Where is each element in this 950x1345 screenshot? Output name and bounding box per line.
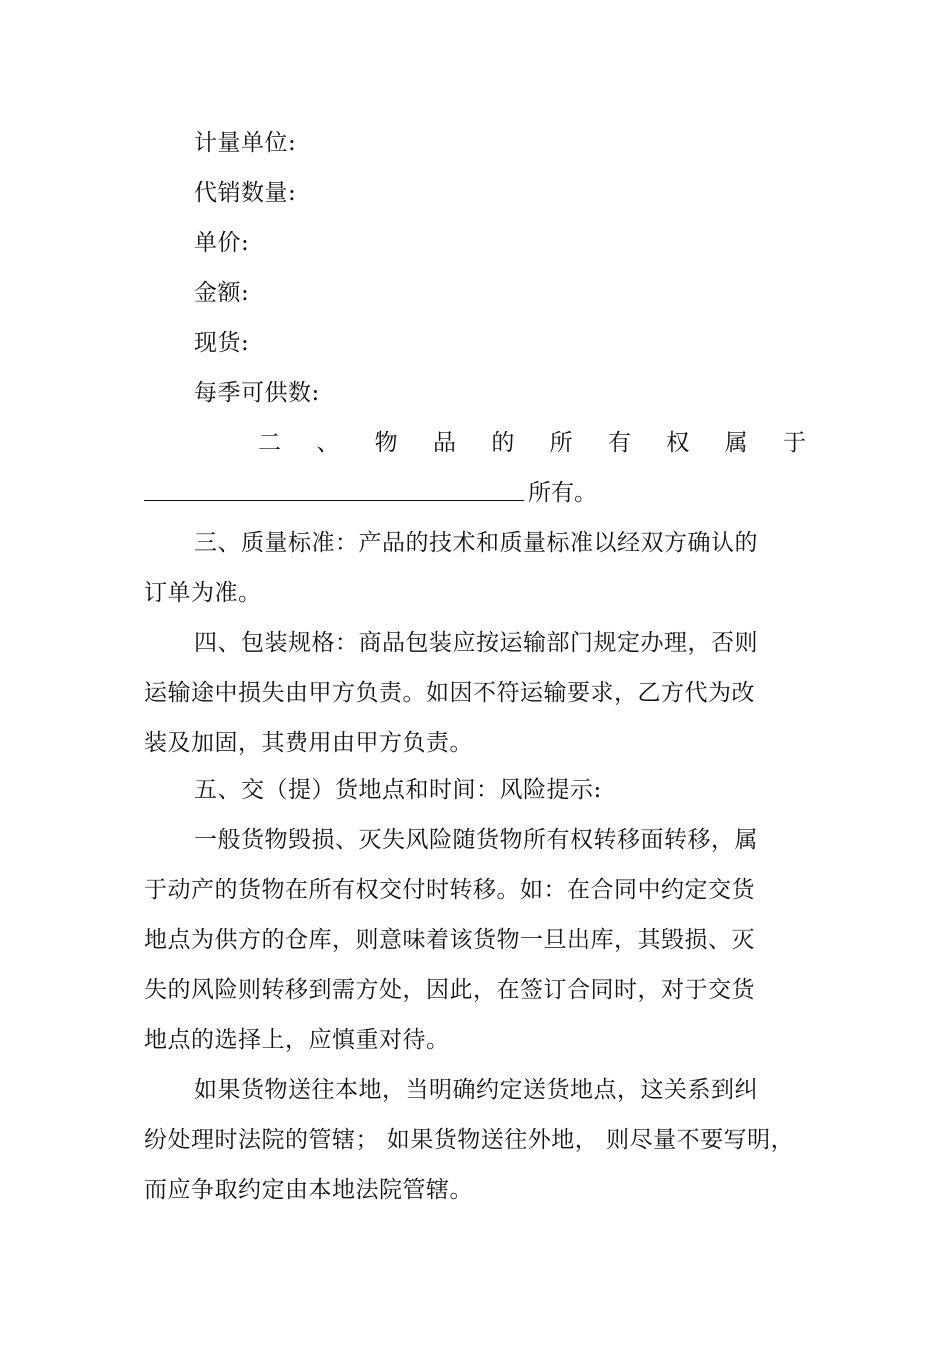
section2-char: 权: [666, 430, 690, 456]
section2-char: 的: [491, 430, 515, 456]
para1-line: 于动产的货物在所有权交付时转移。如：在合同中约定交货: [144, 877, 755, 903]
para1-line: 一般货物毁损、灭失风险随货物所有权转移面转移，属: [194, 827, 758, 853]
section2-char: 二: [258, 430, 281, 456]
section2-suffix: 所有。: [528, 480, 597, 506]
section2-char: 有: [607, 430, 631, 456]
section4-line: 装及加固，其费用由甲方负责。: [144, 730, 473, 756]
field-seasonal: 每季可供数:: [194, 380, 320, 406]
field-price: 单价:: [194, 230, 250, 256]
owner-blank-line: [144, 500, 524, 501]
section4-line: 运输途中损失由甲方负责。如因不符运输要求，乙方代为改: [144, 680, 755, 706]
para1-line: 地点的选择上，应慎重对待。: [144, 1027, 450, 1053]
field-stock: 现货:: [194, 330, 250, 356]
section2-char: 、: [316, 430, 340, 456]
section2-char: 品: [432, 430, 456, 456]
field-quantity: 代销数量:: [194, 180, 297, 206]
para2-line: 纷处理时法院的管辖； 如果货物送往外地， 则尽量不要写明，: [144, 1127, 795, 1153]
para2-line: 如果货物送往本地，当明确约定送货地点，这关系到纠: [194, 1077, 758, 1103]
para1-line: 地点为供方的仓库，则意味着该货物一旦出库，其毁损、灭: [144, 927, 755, 953]
section2-char: 物: [374, 430, 398, 456]
section2-char: 属: [724, 430, 748, 456]
field-unit: 计量单位:: [194, 130, 297, 156]
section5-heading: 五、交（提）货地点和时间：风险提示:: [194, 777, 602, 803]
section2-char: 所: [549, 430, 573, 456]
para1-line: 失的风险则转移到需方处，因此，在签订合同时，对于交货: [144, 977, 755, 1003]
section2-heading: [258, 428, 806, 458]
section3-line: 订单为准。: [144, 580, 262, 606]
section2-char: 于: [782, 430, 806, 456]
para2-line: 而应争取约定由本地法院管辖。: [144, 1177, 473, 1203]
section4-line: 四、包装规格：商品包装应按运输部门规定办理，否则: [194, 630, 758, 656]
field-amount: 金额:: [194, 280, 250, 306]
section3-line: 三、质量标准：产品的技术和质量标准以经双方确认的: [194, 530, 758, 556]
